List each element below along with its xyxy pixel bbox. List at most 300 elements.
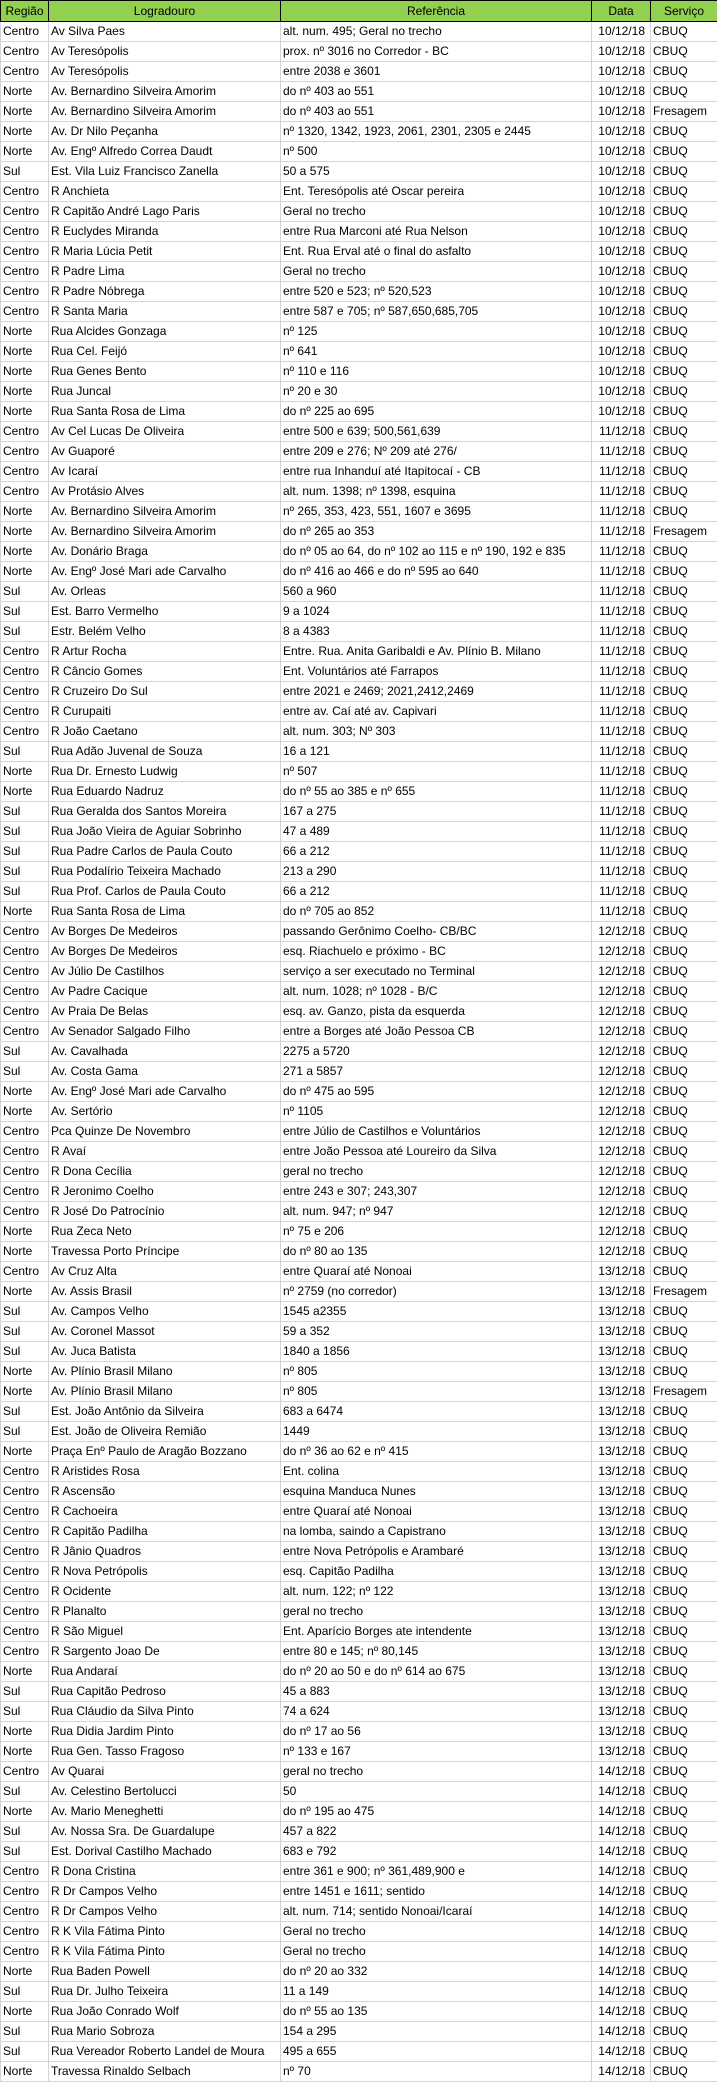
cell-data[interactable]: 12/12/18 — [592, 1242, 651, 1262]
table-row[interactable] — [1, 1322, 717, 1342]
cell-servico[interactable]: CBUQ — [651, 1162, 717, 1182]
table-row[interactable] — [1, 582, 717, 602]
cell-regiao[interactable]: Centro — [1, 1542, 49, 1562]
cell-referencia[interactable]: do nº 475 ao 595 — [281, 1082, 592, 1102]
cell-logradouro[interactable]: R Sargento Joao De — [49, 1642, 281, 1662]
cell-logradouro[interactable]: R Santa Maria — [49, 302, 281, 322]
cell-logradouro[interactable]: Av Cruz Alta — [49, 1262, 281, 1282]
cell-logradouro[interactable]: R K Vila Fátima Pinto — [49, 1942, 281, 1962]
table-row[interactable] — [1, 322, 717, 342]
cell-data[interactable]: 11/12/18 — [592, 662, 651, 682]
cell-servico[interactable]: CBUQ — [651, 262, 717, 282]
cell-data[interactable]: 14/12/18 — [592, 1782, 651, 1802]
cell-regiao[interactable]: Centro — [1, 1582, 49, 1602]
cell-servico[interactable]: CBUQ — [651, 1642, 717, 1662]
table-row[interactable] — [1, 1602, 717, 1622]
cell-regiao[interactable]: Sul — [1, 622, 49, 642]
cell-regiao[interactable]: Centro — [1, 1122, 49, 1142]
cell-data[interactable]: 11/12/18 — [592, 562, 651, 582]
cell-referencia[interactable]: Ent. Voluntários até Farrapos — [281, 662, 592, 682]
cell-servico[interactable]: CBUQ — [651, 1582, 717, 1602]
cell-data[interactable]: 11/12/18 — [592, 722, 651, 742]
cell-regiao[interactable]: Sul — [1, 1702, 49, 1722]
table-row[interactable] — [1, 242, 717, 262]
cell-servico[interactable]: CBUQ — [651, 2002, 717, 2022]
cell-data[interactable]: 14/12/18 — [592, 2022, 651, 2042]
cell-servico[interactable]: CBUQ — [651, 1722, 717, 1742]
cell-regiao[interactable]: Norte — [1, 562, 49, 582]
cell-logradouro[interactable]: Av Teresópolis — [49, 62, 281, 82]
table-row[interactable] — [1, 662, 717, 682]
cell-data[interactable]: 10/12/18 — [592, 242, 651, 262]
cell-servico[interactable]: CBUQ — [651, 902, 717, 922]
cell-referencia[interactable]: nº 75 e 206 — [281, 1222, 592, 1242]
cell-data[interactable]: 13/12/18 — [592, 1642, 651, 1662]
cell-data[interactable]: 10/12/18 — [592, 22, 651, 42]
table-row[interactable] — [1, 1142, 717, 1162]
cell-logradouro[interactable]: Rua Santa Rosa de Lima — [49, 402, 281, 422]
cell-referencia[interactable]: entre rua Inhanduí até Itapitocaí - CB — [281, 462, 592, 482]
table-row[interactable] — [1, 682, 717, 702]
cell-servico[interactable]: CBUQ — [651, 1742, 717, 1762]
table-row[interactable] — [1, 1002, 717, 1022]
cell-servico[interactable]: CBUQ — [651, 1602, 717, 1622]
cell-servico[interactable]: CBUQ — [651, 782, 717, 802]
cell-regiao[interactable]: Norte — [1, 2062, 49, 2082]
cell-data[interactable]: 10/12/18 — [592, 382, 651, 402]
cell-regiao[interactable]: Norte — [1, 1442, 49, 1462]
table-row[interactable] — [1, 1622, 717, 1642]
cell-servico[interactable]: CBUQ — [651, 922, 717, 942]
cell-data[interactable]: 10/12/18 — [592, 102, 651, 122]
cell-data[interactable]: 11/12/18 — [592, 842, 651, 862]
cell-referencia[interactable]: alt. num. 1028; nº 1028 - B/C — [281, 982, 592, 1002]
cell-logradouro[interactable]: R K Vila Fátima Pinto — [49, 1922, 281, 1942]
cell-regiao[interactable]: Centro — [1, 1882, 49, 1902]
cell-regiao[interactable]: Norte — [1, 362, 49, 382]
cell-referencia[interactable]: nº 1320, 1342, 1923, 2061, 2301, 2305 e 2445 — [281, 122, 592, 142]
cell-logradouro[interactable]: R Capitão André Lago Paris — [49, 202, 281, 222]
cell-servico[interactable]: CBUQ — [651, 602, 717, 622]
cell-referencia[interactable]: esq. av. Ganzo, pista da esquerda — [281, 1002, 592, 1022]
cell-logradouro[interactable]: Est. Vila Luiz Francisco Zanella — [49, 162, 281, 182]
cell-logradouro[interactable]: R Dr Campos Velho — [49, 1882, 281, 1902]
table-row[interactable] — [1, 1122, 717, 1142]
cell-servico[interactable]: CBUQ — [651, 1762, 717, 1782]
cell-referencia[interactable]: do nº 17 ao 56 — [281, 1722, 592, 1742]
table-row[interactable] — [1, 1782, 717, 1802]
cell-logradouro[interactable]: Av Borges De Medeiros — [49, 922, 281, 942]
table-row[interactable] — [1, 902, 717, 922]
cell-referencia[interactable]: geral no trecho — [281, 1602, 592, 1622]
cell-referencia[interactable]: 560 a 960 — [281, 582, 592, 602]
cell-regiao[interactable]: Sul — [1, 802, 49, 822]
cell-regiao[interactable]: Norte — [1, 122, 49, 142]
cell-referencia[interactable]: nº 265, 353, 423, 551, 1607 e 3695 — [281, 502, 592, 522]
cell-referencia[interactable]: do nº 55 ao 385 e nº 655 — [281, 782, 592, 802]
cell-referencia[interactable]: entre 500 e 639; 500,561,639 — [281, 422, 592, 442]
cell-referencia[interactable]: nº 2759 (no corredor) — [281, 1282, 592, 1302]
cell-referencia[interactable]: do nº 225 ao 695 — [281, 402, 592, 422]
cell-data[interactable]: 13/12/18 — [592, 1402, 651, 1422]
cell-logradouro[interactable]: R Dr Campos Velho — [49, 1902, 281, 1922]
cell-regiao[interactable]: Norte — [1, 502, 49, 522]
cell-regiao[interactable]: Sul — [1, 1682, 49, 1702]
cell-referencia[interactable]: entre 520 e 523; nº 520,523 — [281, 282, 592, 302]
table-row[interactable] — [1, 1902, 717, 1922]
cell-logradouro[interactable]: Rua Genes Bento — [49, 362, 281, 382]
cell-servico[interactable]: CBUQ — [651, 1502, 717, 1522]
cell-servico[interactable]: CBUQ — [651, 142, 717, 162]
cell-logradouro[interactable]: R Anchieta — [49, 182, 281, 202]
cell-referencia[interactable]: entre Júlio de Castilhos e Voluntários — [281, 1122, 592, 1142]
cell-servico[interactable]: CBUQ — [651, 1622, 717, 1642]
table-row[interactable] — [1, 982, 717, 1002]
table-row[interactable] — [1, 1062, 717, 1082]
cell-data[interactable]: 10/12/18 — [592, 362, 651, 382]
table-row[interactable] — [1, 782, 717, 802]
table-row[interactable] — [1, 1762, 717, 1782]
cell-referencia[interactable]: nº 805 — [281, 1382, 592, 1402]
cell-logradouro[interactable]: Av. Engº José Mari ade Carvalho — [49, 1082, 281, 1102]
cell-referencia[interactable]: Ent. colina — [281, 1462, 592, 1482]
cell-referencia[interactable]: do nº 05 ao 64, do nº 102 ao 115 e nº 190, 192 e 835 — [281, 542, 592, 562]
table-row[interactable] — [1, 1802, 717, 1822]
cell-referencia[interactable]: do nº 80 ao 135 — [281, 1242, 592, 1262]
cell-logradouro[interactable]: Av. Bernardino Silveira Amorim — [49, 102, 281, 122]
cell-data[interactable]: 11/12/18 — [592, 582, 651, 602]
table-row[interactable] — [1, 1162, 717, 1182]
cell-regiao[interactable]: Centro — [1, 442, 49, 462]
cell-logradouro[interactable]: Av. Campos Velho — [49, 1302, 281, 1322]
cell-data[interactable]: 10/12/18 — [592, 182, 651, 202]
cell-regiao[interactable]: Norte — [1, 1382, 49, 1402]
table-row[interactable] — [1, 882, 717, 902]
cell-regiao[interactable]: Sul — [1, 2042, 49, 2062]
cell-servico[interactable]: Fresagem — [651, 1382, 717, 1402]
cell-servico[interactable]: CBUQ — [651, 2062, 717, 2082]
cell-referencia[interactable]: entre 2021 e 2469; 2021,2412,2469 — [281, 682, 592, 702]
cell-servico[interactable]: CBUQ — [651, 302, 717, 322]
cell-servico[interactable]: CBUQ — [651, 1122, 717, 1142]
cell-regiao[interactable]: Norte — [1, 762, 49, 782]
cell-referencia[interactable]: do nº 265 ao 353 — [281, 522, 592, 542]
cell-logradouro[interactable]: Rua Zeca Neto — [49, 1222, 281, 1242]
table-row[interactable] — [1, 642, 717, 662]
cell-servico[interactable]: CBUQ — [651, 862, 717, 882]
cell-logradouro[interactable]: R Padre Lima — [49, 262, 281, 282]
cell-referencia[interactable]: entre 80 e 145; nº 80,145 — [281, 1642, 592, 1662]
table-row[interactable] — [1, 802, 717, 822]
table-row[interactable] — [1, 562, 717, 582]
cell-referencia[interactable]: 50 — [281, 1782, 592, 1802]
cell-referencia[interactable]: 213 a 290 — [281, 862, 592, 882]
cell-regiao[interactable]: Sul — [1, 582, 49, 602]
cell-logradouro[interactable]: R José Do Patrocínio — [49, 1202, 281, 1222]
cell-servico[interactable]: CBUQ — [651, 1702, 717, 1722]
cell-data[interactable]: 10/12/18 — [592, 322, 651, 342]
cell-data[interactable]: 14/12/18 — [592, 2042, 651, 2062]
cell-logradouro[interactable]: Av. Cavalhada — [49, 1042, 281, 1062]
cell-regiao[interactable]: Centro — [1, 202, 49, 222]
cell-referencia[interactable]: 2275 a 5720 — [281, 1042, 592, 1062]
cell-servico[interactable]: CBUQ — [651, 1022, 717, 1042]
cell-data[interactable]: 12/12/18 — [592, 1122, 651, 1142]
cell-logradouro[interactable]: Est. João Antônio da Silveira — [49, 1402, 281, 1422]
table-row[interactable] — [1, 102, 717, 122]
cell-servico[interactable]: CBUQ — [651, 962, 717, 982]
table-row[interactable] — [1, 942, 717, 962]
cell-regiao[interactable]: Centro — [1, 922, 49, 942]
cell-servico[interactable]: CBUQ — [651, 162, 717, 182]
cell-referencia[interactable]: nº 20 e 30 — [281, 382, 592, 402]
cell-referencia[interactable]: entre Rua Marconi até Rua Nelson — [281, 222, 592, 242]
cell-logradouro[interactable]: Rua Podalírio Teixeira Machado — [49, 862, 281, 882]
table-row[interactable] — [1, 1702, 717, 1722]
cell-referencia[interactable]: alt. num. 303; Nº 303 — [281, 722, 592, 742]
cell-logradouro[interactable]: R Padre Nóbrega — [49, 282, 281, 302]
cell-data[interactable]: 13/12/18 — [592, 1602, 651, 1622]
cell-servico[interactable]: CBUQ — [651, 662, 717, 682]
table-row[interactable] — [1, 1722, 717, 1742]
table-row[interactable] — [1, 382, 717, 402]
cell-referencia[interactable]: 9 a 1024 — [281, 602, 592, 622]
cell-data[interactable]: 13/12/18 — [592, 1662, 651, 1682]
cell-data[interactable]: 11/12/18 — [592, 462, 651, 482]
cell-servico[interactable]: CBUQ — [651, 222, 717, 242]
cell-logradouro[interactable]: Rua Mario Sobroza — [49, 2022, 281, 2042]
cell-servico[interactable]: CBUQ — [651, 1322, 717, 1342]
cell-servico[interactable]: CBUQ — [651, 1002, 717, 1022]
table-row[interactable] — [1, 182, 717, 202]
cell-data[interactable]: 11/12/18 — [592, 682, 651, 702]
cell-logradouro[interactable]: Av. Bernardino Silveira Amorim — [49, 502, 281, 522]
cell-logradouro[interactable]: Av. Mario Meneghetti — [49, 1802, 281, 1822]
cell-servico[interactable]: CBUQ — [651, 1142, 717, 1162]
cell-servico[interactable]: CBUQ — [651, 342, 717, 362]
cell-data[interactable]: 11/12/18 — [592, 742, 651, 762]
cell-servico[interactable]: CBUQ — [651, 42, 717, 62]
cell-referencia[interactable]: entre a Borges até João Pessoa CB — [281, 1022, 592, 1042]
cell-referencia[interactable]: 8 a 4383 — [281, 622, 592, 642]
cell-referencia[interactable]: 1449 — [281, 1422, 592, 1442]
cell-referencia[interactable]: do nº 416 ao 466 e do nº 595 ao 640 — [281, 562, 592, 582]
cell-referencia[interactable]: alt. num. 714; sentido Nonoai/Icaraí — [281, 1902, 592, 1922]
cell-logradouro[interactable]: R Dona Cecília — [49, 1162, 281, 1182]
cell-regiao[interactable]: Centro — [1, 1562, 49, 1582]
cell-logradouro[interactable]: R Cachoeira — [49, 1502, 281, 1522]
cell-data[interactable]: 14/12/18 — [592, 1842, 651, 1862]
cell-logradouro[interactable]: Av. Donário Braga — [49, 542, 281, 562]
table-row[interactable] — [1, 362, 717, 382]
cell-data[interactable]: 11/12/18 — [592, 822, 651, 842]
cell-regiao[interactable]: Sul — [1, 1422, 49, 1442]
cell-data[interactable]: 13/12/18 — [592, 1522, 651, 1542]
cell-servico[interactable]: CBUQ — [651, 182, 717, 202]
cell-logradouro[interactable]: Av. Dr Nilo Peçanha — [49, 122, 281, 142]
cell-servico[interactable]: CBUQ — [651, 1822, 717, 1842]
cell-referencia[interactable]: alt. num. 947; nº 947 — [281, 1202, 592, 1222]
column-header-logradouro[interactable]: Logradouro — [49, 1, 281, 22]
cell-servico[interactable]: CBUQ — [651, 802, 717, 822]
cell-regiao[interactable]: Centro — [1, 1642, 49, 1662]
cell-servico[interactable]: CBUQ — [651, 1662, 717, 1682]
cell-logradouro[interactable]: Rua Capitão Pedroso — [49, 1682, 281, 1702]
cell-servico[interactable]: CBUQ — [651, 1922, 717, 1942]
cell-data[interactable]: 12/12/18 — [592, 1142, 651, 1162]
table-row[interactable] — [1, 1522, 717, 1542]
table-row[interactable] — [1, 722, 717, 742]
cell-data[interactable]: 10/12/18 — [592, 342, 651, 362]
cell-servico[interactable]: CBUQ — [651, 322, 717, 342]
cell-servico[interactable]: CBUQ — [651, 1562, 717, 1582]
table-row[interactable] — [1, 142, 717, 162]
cell-servico[interactable]: CBUQ — [651, 382, 717, 402]
cell-data[interactable]: 13/12/18 — [592, 1482, 651, 1502]
cell-servico[interactable]: CBUQ — [651, 1082, 717, 1102]
cell-servico[interactable]: Fresagem — [651, 102, 717, 122]
cell-servico[interactable]: CBUQ — [651, 842, 717, 862]
cell-referencia[interactable]: esquina Manduca Nunes — [281, 1482, 592, 1502]
cell-regiao[interactable]: Centro — [1, 1862, 49, 1882]
cell-data[interactable]: 10/12/18 — [592, 122, 651, 142]
cell-data[interactable]: 12/12/18 — [592, 1202, 651, 1222]
column-header-servico[interactable]: Serviço — [651, 1, 717, 22]
cell-data[interactable]: 11/12/18 — [592, 882, 651, 902]
cell-regiao[interactable]: Sul — [1, 1842, 49, 1862]
cell-data[interactable]: 11/12/18 — [592, 542, 651, 562]
table-row[interactable] — [1, 1422, 717, 1442]
cell-servico[interactable]: CBUQ — [651, 1882, 717, 1902]
cell-data[interactable]: 10/12/18 — [592, 282, 651, 302]
cell-data[interactable]: 13/12/18 — [592, 1342, 651, 1362]
cell-referencia[interactable]: 683 a 6474 — [281, 1402, 592, 1422]
table-row[interactable] — [1, 1942, 717, 1962]
cell-servico[interactable]: CBUQ — [651, 1482, 717, 1502]
cell-logradouro[interactable]: Av. Nossa Sra. De Guardalupe — [49, 1822, 281, 1842]
cell-servico[interactable]: CBUQ — [651, 762, 717, 782]
cell-regiao[interactable]: Norte — [1, 1742, 49, 1762]
cell-referencia[interactable]: do nº 20 ao 50 e do nº 614 ao 675 — [281, 1662, 592, 1682]
cell-logradouro[interactable]: Av. Costa Gama — [49, 1062, 281, 1082]
cell-referencia[interactable]: 1545 a2355 — [281, 1302, 592, 1322]
cell-logradouro[interactable]: Travessa Rinaldo Selbach — [49, 2062, 281, 2082]
cell-regiao[interactable]: Centro — [1, 722, 49, 742]
cell-referencia[interactable]: 47 a 489 — [281, 822, 592, 842]
table-row[interactable] — [1, 2062, 717, 2082]
table-row[interactable] — [1, 442, 717, 462]
cell-data[interactable]: 11/12/18 — [592, 602, 651, 622]
table-row[interactable] — [1, 1742, 717, 1762]
table-row[interactable] — [1, 842, 717, 862]
table-row[interactable] — [1, 1302, 717, 1322]
cell-servico[interactable]: CBUQ — [651, 62, 717, 82]
cell-logradouro[interactable]: Av. Orleas — [49, 582, 281, 602]
cell-data[interactable]: 12/12/18 — [592, 1222, 651, 1242]
cell-regiao[interactable]: Sul — [1, 822, 49, 842]
cell-regiao[interactable]: Norte — [1, 102, 49, 122]
cell-logradouro[interactable]: R Ocidente — [49, 1582, 281, 1602]
cell-referencia[interactable]: passando Gerônimo Coelho- CB/BC — [281, 922, 592, 942]
cell-logradouro[interactable]: R Artur Rocha — [49, 642, 281, 662]
cell-regiao[interactable]: Norte — [1, 142, 49, 162]
table-row[interactable] — [1, 622, 717, 642]
cell-referencia[interactable]: serviço a ser executado no Terminal — [281, 962, 592, 982]
table-row[interactable] — [1, 1962, 717, 1982]
cell-regiao[interactable]: Sul — [1, 1402, 49, 1422]
cell-servico[interactable]: CBUQ — [651, 582, 717, 602]
cell-logradouro[interactable]: Av Teresópolis — [49, 42, 281, 62]
cell-logradouro[interactable]: Av Silva Paes — [49, 22, 281, 42]
cell-logradouro[interactable]: Rua Padre Carlos de Paula Couto — [49, 842, 281, 862]
cell-servico[interactable]: CBUQ — [651, 1302, 717, 1322]
cell-servico[interactable]: CBUQ — [651, 502, 717, 522]
cell-regiao[interactable]: Norte — [1, 342, 49, 362]
cell-data[interactable]: 14/12/18 — [592, 1802, 651, 1822]
cell-referencia[interactable]: do nº 20 ao 332 — [281, 1962, 592, 1982]
cell-referencia[interactable]: do nº 403 ao 551 — [281, 82, 592, 102]
table-row[interactable] — [1, 1382, 717, 1402]
table-row[interactable] — [1, 702, 717, 722]
table-row[interactable] — [1, 202, 717, 222]
cell-logradouro[interactable]: Rua Dr. Ernesto Ludwig — [49, 762, 281, 782]
cell-referencia[interactable]: Geral no trecho — [281, 202, 592, 222]
cell-servico[interactable]: CBUQ — [651, 1362, 717, 1382]
table-row[interactable] — [1, 862, 717, 882]
cell-referencia[interactable]: 495 a 655 — [281, 2042, 592, 2062]
cell-servico[interactable]: CBUQ — [651, 942, 717, 962]
cell-data[interactable]: 13/12/18 — [592, 1502, 651, 1522]
cell-data[interactable]: 13/12/18 — [592, 1262, 651, 1282]
cell-regiao[interactable]: Centro — [1, 422, 49, 442]
cell-referencia[interactable]: Entre. Rua. Anita Garibaldi e Av. Plínio B. Milano — [281, 642, 592, 662]
cell-data[interactable]: 10/12/18 — [592, 62, 651, 82]
cell-data[interactable]: 10/12/18 — [592, 402, 651, 422]
cell-servico[interactable]: CBUQ — [651, 822, 717, 842]
cell-referencia[interactable]: do nº 705 ao 852 — [281, 902, 592, 922]
cell-servico[interactable]: CBUQ — [651, 1542, 717, 1562]
table-row[interactable] — [1, 1502, 717, 1522]
table-row[interactable] — [1, 62, 717, 82]
cell-data[interactable]: 12/12/18 — [592, 1062, 651, 1082]
cell-servico[interactable]: CBUQ — [651, 2042, 717, 2062]
cell-data[interactable]: 12/12/18 — [592, 1082, 651, 1102]
table-row[interactable] — [1, 1262, 717, 1282]
cell-data[interactable]: 11/12/18 — [592, 702, 651, 722]
cell-data[interactable]: 14/12/18 — [592, 1962, 651, 1982]
cell-referencia[interactable]: alt. num. 1398; nº 1398, esquina — [281, 482, 592, 502]
cell-regiao[interactable]: Centro — [1, 262, 49, 282]
cell-regiao[interactable]: Norte — [1, 1282, 49, 1302]
cell-servico[interactable]: CBUQ — [651, 1682, 717, 1702]
cell-logradouro[interactable]: Av Cel Lucas De Oliveira — [49, 422, 281, 442]
cell-logradouro[interactable]: Est. João de Oliveira Remião — [49, 1422, 281, 1442]
cell-data[interactable]: 14/12/18 — [592, 1942, 651, 1962]
cell-referencia[interactable]: entre Quaraí até Nonoai — [281, 1502, 592, 1522]
cell-regiao[interactable]: Sul — [1, 1782, 49, 1802]
cell-referencia[interactable]: 457 a 822 — [281, 1822, 592, 1842]
table-row[interactable] — [1, 162, 717, 182]
cell-data[interactable]: 14/12/18 — [592, 2062, 651, 2082]
column-header-regiao[interactable]: Região — [1, 1, 49, 22]
cell-data[interactable]: 11/12/18 — [592, 782, 651, 802]
cell-servico[interactable]: Fresagem — [651, 522, 717, 542]
cell-data[interactable]: 13/12/18 — [592, 1462, 651, 1482]
table-row[interactable] — [1, 2022, 717, 2042]
table-row[interactable] — [1, 1662, 717, 1682]
cell-logradouro[interactable]: Av Senador Salgado Filho — [49, 1022, 281, 1042]
cell-logradouro[interactable]: R Capitão Padilha — [49, 1522, 281, 1542]
